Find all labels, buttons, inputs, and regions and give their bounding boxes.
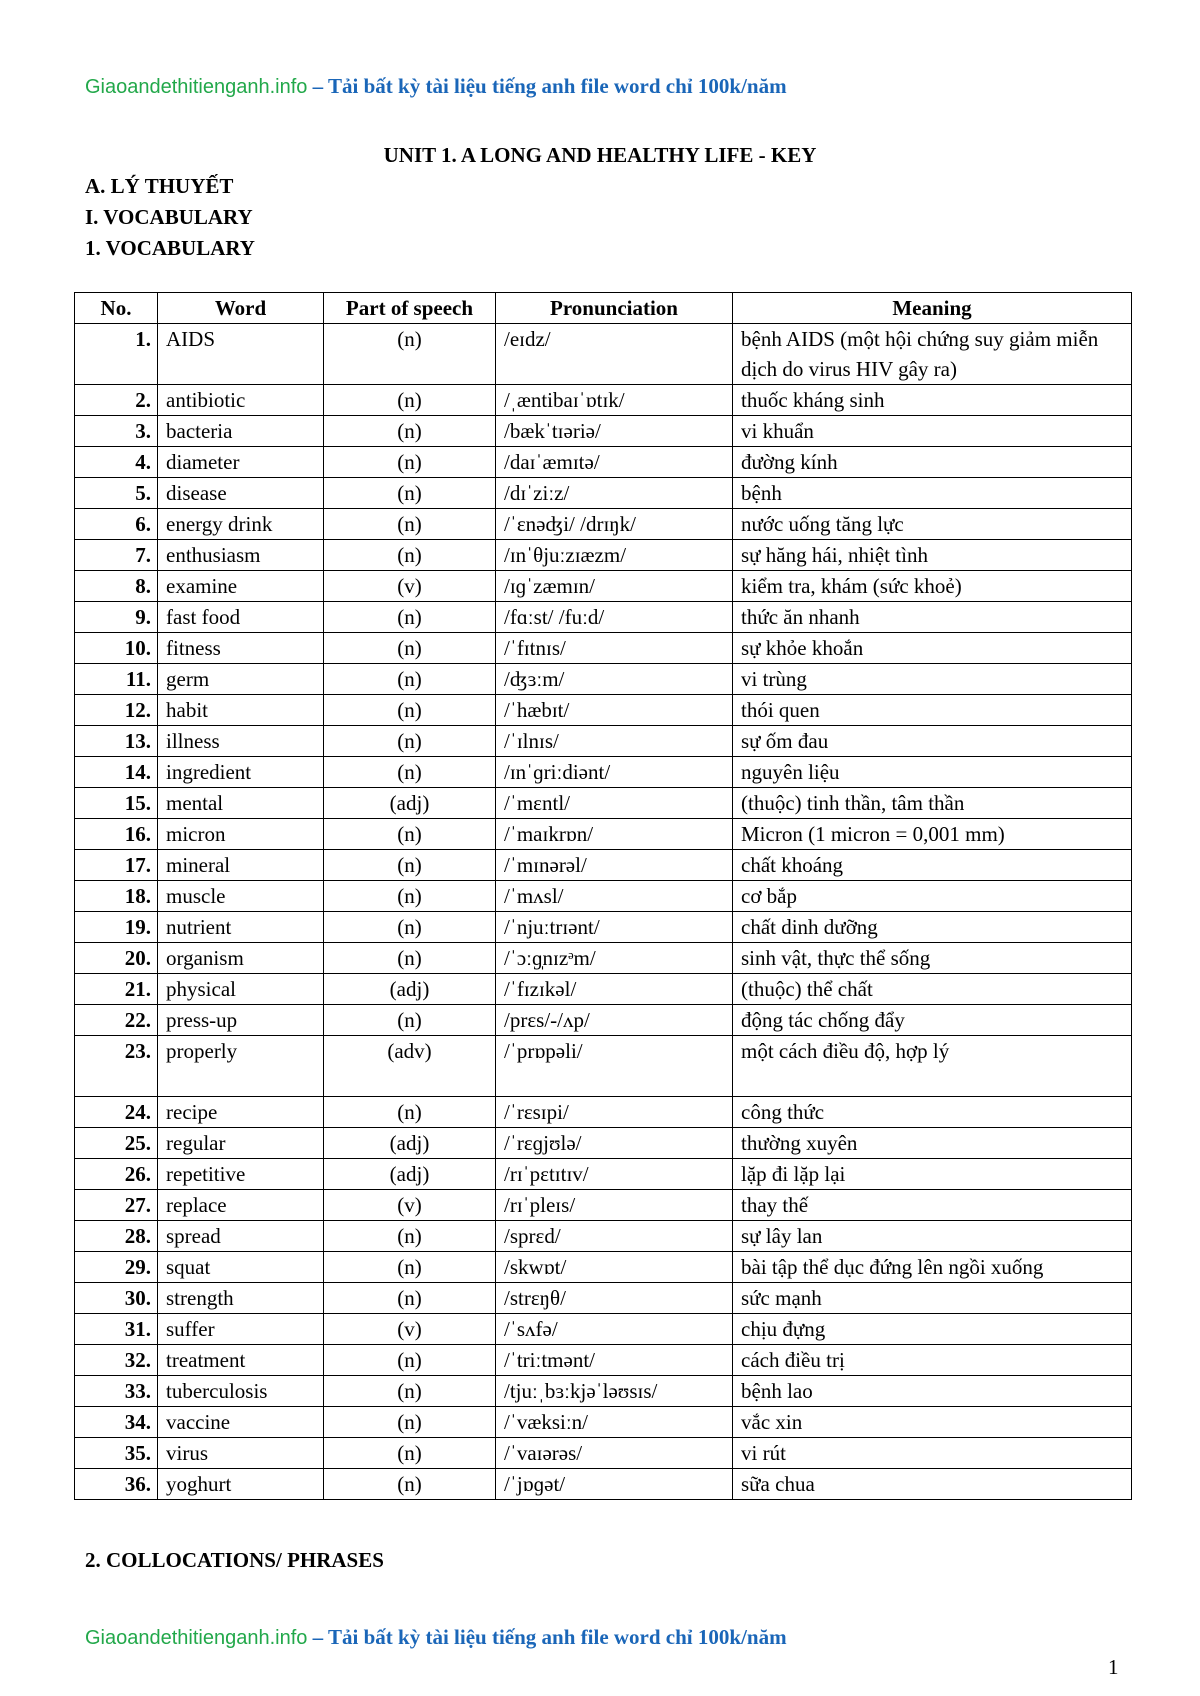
row-pronunciation: /ˈɔːɡ̩nɪzᵊm/ [496, 943, 733, 974]
row-part-of-speech: (n) [324, 540, 496, 571]
row-pronunciation: /ˈmaɪkrɒn/ [496, 819, 733, 850]
row-part-of-speech: (n) [324, 1221, 496, 1252]
row-part-of-speech: (n) [324, 478, 496, 509]
row-meaning: thuốc kháng sinh [733, 385, 1132, 416]
row-pronunciation: /skwɒt/ [496, 1252, 733, 1283]
row-number: 9. [75, 602, 158, 633]
row-word: tuberculosis [158, 1376, 324, 1407]
page-number: 1 [1108, 1655, 1119, 1679]
row-part-of-speech: (n) [324, 850, 496, 881]
row-number: 33. [75, 1376, 158, 1407]
row-pronunciation: /ˈɪlnɪs/ [496, 726, 733, 757]
table-row [75, 602, 1132, 633]
row-part-of-speech: (n) [324, 726, 496, 757]
row-meaning: vi trùng [733, 664, 1132, 695]
row-pronunciation: /daɪˈæmɪtə/ [496, 447, 733, 478]
row-meaning: chất khoáng [733, 850, 1132, 881]
row-meaning: sữa chua [733, 1469, 1132, 1500]
row-word: squat [158, 1252, 324, 1283]
row-part-of-speech: (n) [324, 1005, 496, 1036]
table-row [75, 1097, 1132, 1128]
row-number: 13. [75, 726, 158, 757]
row-meaning: nước uống tăng lực [733, 509, 1132, 540]
column-header-part-of-speech: Part of speech [324, 293, 496, 324]
row-word: ingredient [158, 757, 324, 788]
row-meaning: sức mạnh [733, 1283, 1132, 1314]
row-meaning: cơ bắp [733, 881, 1132, 912]
row-word: spread [158, 1221, 324, 1252]
row-part-of-speech: (v) [324, 571, 496, 602]
table-row [75, 1128, 1132, 1159]
row-number: 15. [75, 788, 158, 819]
row-word: fitness [158, 633, 324, 664]
row-pronunciation: /ˈrɛɡjʊlə/ [496, 1128, 733, 1159]
heading-vocabulary-sub: 1. VOCABULARY [85, 236, 255, 260]
row-word: regular [158, 1128, 324, 1159]
row-word: properly [158, 1036, 324, 1097]
row-part-of-speech: (n) [324, 509, 496, 540]
row-pronunciation: /ˈjɒɡət/ [496, 1469, 733, 1500]
heading-vocabulary-section: I. VOCABULARY [85, 205, 253, 229]
row-number: 18. [75, 881, 158, 912]
row-word: germ [158, 664, 324, 695]
row-part-of-speech: (n) [324, 602, 496, 633]
row-pronunciation: /ʤɜːm/ [496, 664, 733, 695]
row-pronunciation: /ɪnˈɡriːdiənt/ [496, 757, 733, 788]
table-row [75, 757, 1132, 788]
row-word: physical [158, 974, 324, 1005]
row-word: yoghurt [158, 1469, 324, 1500]
row-meaning: động tác chống đẩy [733, 1005, 1132, 1036]
row-pronunciation: /eɪdz/ [496, 324, 733, 385]
row-part-of-speech: (n) [324, 757, 496, 788]
row-part-of-speech: (n) [324, 416, 496, 447]
row-pronunciation: /bækˈtɪəriə/ [496, 416, 733, 447]
row-number: 23. [75, 1036, 158, 1097]
column-header-meaning: Meaning [733, 293, 1132, 324]
row-pronunciation: /ˈrɛsɪpi/ [496, 1097, 733, 1128]
table-row [75, 1376, 1132, 1407]
row-part-of-speech: (v) [324, 1190, 496, 1221]
row-pronunciation: /ˈtriːtmənt/ [496, 1345, 733, 1376]
row-meaning: thói quen [733, 695, 1132, 726]
row-meaning: (thuộc) tinh thần, tâm thần [733, 788, 1132, 819]
row-number: 26. [75, 1159, 158, 1190]
row-number: 25. [75, 1128, 158, 1159]
table-row [75, 1407, 1132, 1438]
table-row [75, 943, 1132, 974]
heading-collocations: 2. COLLOCATIONS/ PHRASES [85, 1548, 384, 1572]
row-pronunciation: /ˌæntibaɪˈɒtɪk/ [496, 385, 733, 416]
row-word: muscle [158, 881, 324, 912]
table-row [75, 633, 1132, 664]
row-word: examine [158, 571, 324, 602]
row-meaning: chất dinh dưỡng [733, 912, 1132, 943]
row-word: disease [158, 478, 324, 509]
row-pronunciation: /strɛŋθ/ [496, 1283, 733, 1314]
row-pronunciation: /rɪˈpɛtɪtɪv/ [496, 1159, 733, 1190]
row-part-of-speech: (n) [324, 912, 496, 943]
row-number: 8. [75, 571, 158, 602]
row-pronunciation: /dɪˈziːz/ [496, 478, 733, 509]
row-number: 14. [75, 757, 158, 788]
row-word: diameter [158, 447, 324, 478]
row-meaning: công thức [733, 1097, 1132, 1128]
table-row [75, 819, 1132, 850]
row-number: 17. [75, 850, 158, 881]
row-pronunciation: /rɪˈpleɪs/ [496, 1190, 733, 1221]
row-word: AIDS [158, 324, 324, 385]
row-number: 20. [75, 943, 158, 974]
row-part-of-speech: (n) [324, 664, 496, 695]
row-meaning: sự lây lan [733, 1221, 1132, 1252]
row-number: 16. [75, 819, 158, 850]
row-number: 19. [75, 912, 158, 943]
row-part-of-speech: (adv) [324, 1036, 496, 1097]
table-row [75, 416, 1132, 447]
table-row [75, 571, 1132, 602]
row-number: 24. [75, 1097, 158, 1128]
row-pronunciation: /ˈfɪzɪkəl/ [496, 974, 733, 1005]
row-pronunciation: /ˈmʌsl/ [496, 881, 733, 912]
header-site-link[interactable]: Giaoandethitienganh.info [85, 76, 308, 98]
row-number: 4. [75, 447, 158, 478]
row-part-of-speech: (adj) [324, 1128, 496, 1159]
table-row [75, 1190, 1132, 1221]
row-word: bacteria [158, 416, 324, 447]
row-pronunciation: /ɪnˈθjuːzɪæzm/ [496, 540, 733, 571]
row-word: micron [158, 819, 324, 850]
row-word: repetitive [158, 1159, 324, 1190]
row-meaning: thường xuyên [733, 1128, 1132, 1159]
row-word: treatment [158, 1345, 324, 1376]
row-number: 1. [75, 324, 158, 385]
row-part-of-speech: (n) [324, 1407, 496, 1438]
row-number: 21. [75, 974, 158, 1005]
row-meaning: vi khuẩn [733, 416, 1132, 447]
row-part-of-speech: (n) [324, 881, 496, 912]
table-header-row [75, 293, 1132, 324]
table-row [75, 447, 1132, 478]
row-number: 5. [75, 478, 158, 509]
row-meaning: chịu đựng [733, 1314, 1132, 1345]
row-part-of-speech: (n) [324, 1469, 496, 1500]
row-word: virus [158, 1438, 324, 1469]
table-row [75, 1005, 1132, 1036]
row-meaning: đường kính [733, 447, 1132, 478]
row-number: 11. [75, 664, 158, 695]
row-number: 34. [75, 1407, 158, 1438]
row-number: 32. [75, 1345, 158, 1376]
row-meaning: cách điều trị [733, 1345, 1132, 1376]
table-row [75, 385, 1132, 416]
row-meaning: một cách điều độ, hợp lý [733, 1036, 1132, 1097]
row-word: habit [158, 695, 324, 726]
row-meaning: bệnh lao [733, 1376, 1132, 1407]
header-tagline: – Tải bất kỳ tài liệu tiếng anh file word chỉ 100k/năm [307, 74, 787, 98]
row-part-of-speech: (n) [324, 1438, 496, 1469]
table-row [75, 664, 1132, 695]
row-number: 35. [75, 1438, 158, 1469]
row-number: 7. [75, 540, 158, 571]
row-meaning: bệnh AIDS (một hội chứng suy giảm miễn dịch do virus HIV gây ra) [733, 324, 1132, 385]
row-number: 30. [75, 1283, 158, 1314]
table-row [75, 1036, 1132, 1097]
row-meaning: sinh vật, thực thể sống [733, 943, 1132, 974]
table-row [75, 1159, 1132, 1190]
table-row [75, 1252, 1132, 1283]
row-pronunciation: /tjuːˌbɜːkjəˈləʊsɪs/ [496, 1376, 733, 1407]
row-meaning: sự khỏe khoắn [733, 633, 1132, 664]
vocabulary-table [74, 292, 1132, 1500]
row-pronunciation: /ˈɛnəʤi/ /drɪŋk/ [496, 509, 733, 540]
row-pronunciation: /sprɛd/ [496, 1221, 733, 1252]
row-part-of-speech: (n) [324, 324, 496, 385]
row-meaning: vi rút [733, 1438, 1132, 1469]
table-row [75, 1221, 1132, 1252]
footer-site-link[interactable]: Giaoandethitienganh.info [85, 1627, 308, 1649]
row-number: 28. [75, 1221, 158, 1252]
row-part-of-speech: (n) [324, 385, 496, 416]
row-part-of-speech: (n) [324, 1097, 496, 1128]
table-row [75, 695, 1132, 726]
row-word: nutrient [158, 912, 324, 943]
row-meaning: nguyên liệu [733, 757, 1132, 788]
row-pronunciation: /ˈfɪtnɪs/ [496, 633, 733, 664]
row-number: 3. [75, 416, 158, 447]
table-row [75, 1283, 1132, 1314]
row-part-of-speech: (adj) [324, 1159, 496, 1190]
row-part-of-speech: (adj) [324, 974, 496, 1005]
row-meaning: lặp đi lặp lại [733, 1159, 1132, 1190]
row-word: vaccine [158, 1407, 324, 1438]
row-pronunciation: /ˈsʌfə/ [496, 1314, 733, 1345]
row-pronunciation: /ˈmɛntl/ [496, 788, 733, 819]
table-row [75, 324, 1132, 385]
table-row [75, 726, 1132, 757]
row-word: illness [158, 726, 324, 757]
table-row [75, 850, 1132, 881]
row-part-of-speech: (n) [324, 695, 496, 726]
vocabulary-table-body [75, 324, 1132, 1500]
footer-banner [85, 1625, 787, 1650]
row-word: fast food [158, 602, 324, 633]
row-number: 31. [75, 1314, 158, 1345]
row-meaning: bệnh [733, 478, 1132, 509]
row-part-of-speech: (n) [324, 1252, 496, 1283]
row-part-of-speech: (n) [324, 633, 496, 664]
row-number: 27. [75, 1190, 158, 1221]
row-pronunciation: /ˈvaɪərəs/ [496, 1438, 733, 1469]
row-part-of-speech: (n) [324, 1376, 496, 1407]
table-row [75, 1314, 1132, 1345]
row-pronunciation: /fɑːst/ /fuːd/ [496, 602, 733, 633]
row-meaning: sự hăng hái, nhiệt tình [733, 540, 1132, 571]
row-part-of-speech: (n) [324, 1345, 496, 1376]
column-header-no: No. [75, 293, 158, 324]
row-meaning: Micron (1 micron = 0,001 mm) [733, 819, 1132, 850]
table-row [75, 478, 1132, 509]
table-row [75, 788, 1132, 819]
row-part-of-speech: (n) [324, 943, 496, 974]
row-number: 12. [75, 695, 158, 726]
row-pronunciation: /ɪɡˈzæmɪn/ [496, 571, 733, 602]
row-part-of-speech: (n) [324, 819, 496, 850]
row-part-of-speech: (v) [324, 1314, 496, 1345]
table-row [75, 912, 1132, 943]
heading-theory: A. LÝ THUYẾT [85, 174, 234, 198]
column-header-pronunciation: Pronunciation [496, 293, 733, 324]
table-row [75, 1469, 1132, 1500]
table-row [75, 1345, 1132, 1376]
row-meaning: bài tập thể dục đứng lên ngồi xuống [733, 1252, 1132, 1283]
row-word: energy drink [158, 509, 324, 540]
row-word: strength [158, 1283, 324, 1314]
row-word: suffer [158, 1314, 324, 1345]
row-meaning: thức ăn nhanh [733, 602, 1132, 633]
row-pronunciation: /ˈhæbɪt/ [496, 695, 733, 726]
row-pronunciation: /ˈmɪnərəl/ [496, 850, 733, 881]
page-title: UNIT 1. A LONG AND HEALTHY LIFE - KEY [383, 143, 817, 167]
row-word: replace [158, 1190, 324, 1221]
table-row [75, 540, 1132, 571]
row-meaning: (thuộc) thể chất [733, 974, 1132, 1005]
row-word: organism [158, 943, 324, 974]
row-pronunciation: /ˈnjuːtrɪənt/ [496, 912, 733, 943]
row-word: antibiotic [158, 385, 324, 416]
header-banner [85, 74, 787, 99]
row-word: mental [158, 788, 324, 819]
row-pronunciation: /ˈvæksiːn/ [496, 1407, 733, 1438]
row-meaning: kiểm tra, khám (sức khoẻ) [733, 571, 1132, 602]
row-meaning: sự ốm đau [733, 726, 1132, 757]
row-number: 22. [75, 1005, 158, 1036]
row-word: recipe [158, 1097, 324, 1128]
row-number: 2. [75, 385, 158, 416]
table-row [75, 1438, 1132, 1469]
table-row [75, 509, 1132, 540]
row-number: 29. [75, 1252, 158, 1283]
footer-tagline: – Tải bất kỳ tài liệu tiếng anh file word chỉ 100k/năm [307, 1625, 787, 1649]
row-number: 6. [75, 509, 158, 540]
table-row [75, 881, 1132, 912]
row-pronunciation: /prɛs/-/ʌp/ [496, 1005, 733, 1036]
row-pronunciation: /ˈprɒpəli/ [496, 1036, 733, 1097]
row-part-of-speech: (n) [324, 1283, 496, 1314]
row-number: 36. [75, 1469, 158, 1500]
row-part-of-speech: (adj) [324, 788, 496, 819]
row-meaning: vắc xin [733, 1407, 1132, 1438]
row-word: press-up [158, 1005, 324, 1036]
row-part-of-speech: (n) [324, 447, 496, 478]
row-meaning: thay thế [733, 1190, 1132, 1221]
row-word: mineral [158, 850, 324, 881]
column-header-word: Word [158, 293, 324, 324]
table-row [75, 974, 1132, 1005]
row-number: 10. [75, 633, 158, 664]
row-word: enthusiasm [158, 540, 324, 571]
